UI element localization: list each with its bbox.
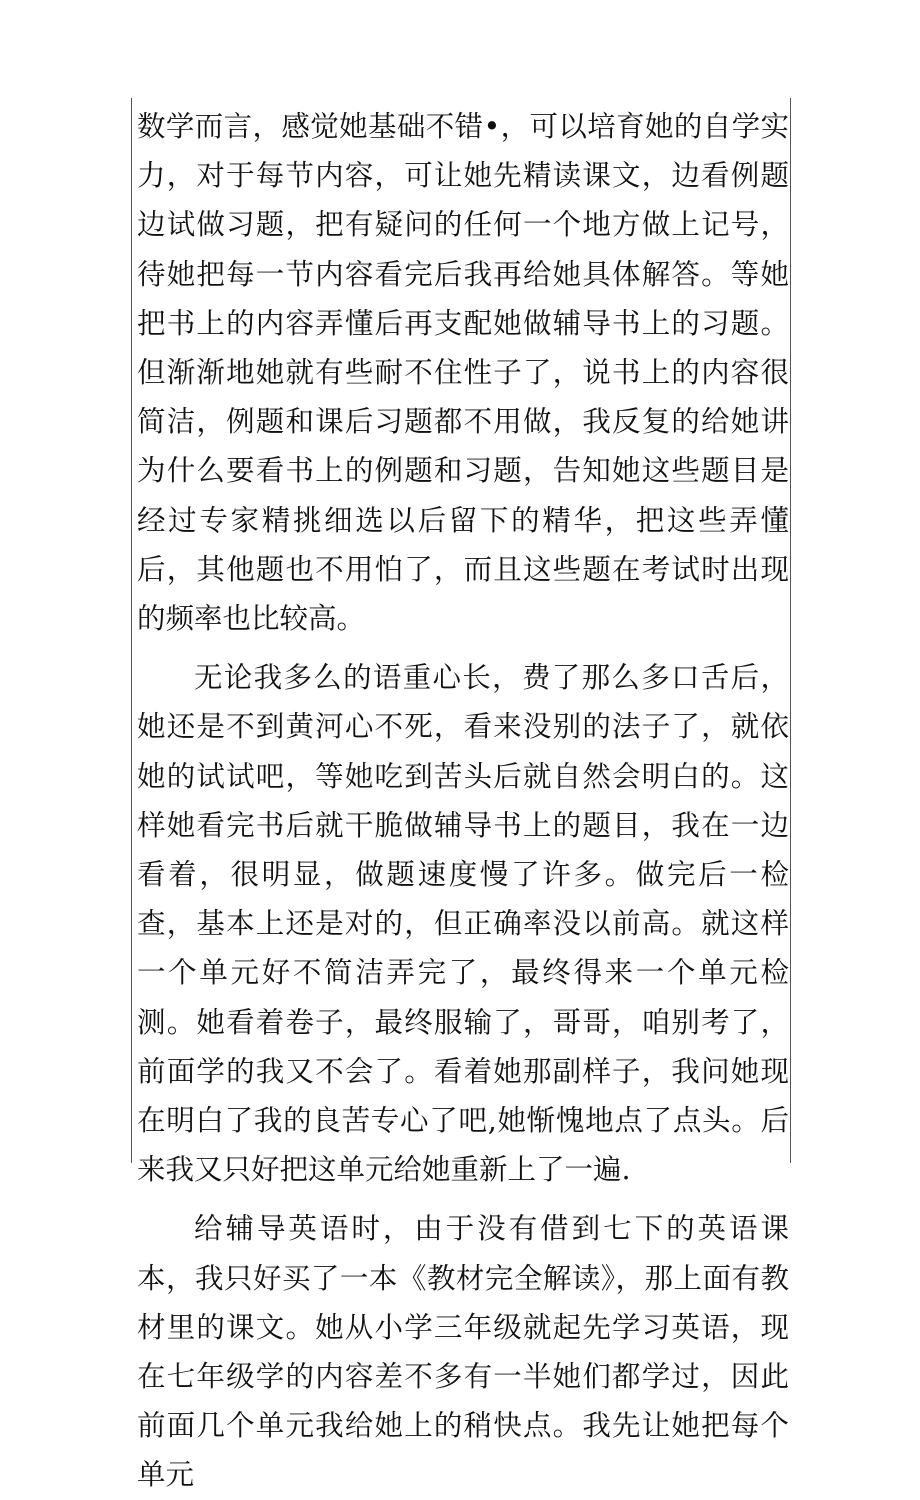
paragraph-1: 数学而言，感觉她基础不错•，可以培育她的自学实力，对于每节内容，可让她先精读课文，边看例题边试做习题，把有疑问的任何一个地方做上记号，待她把每一节内容看完后我再给她具体解答。等她把书上的内容弄懂后再支配她做辅导书上的习题。但渐渐地她就有些耐不住性子了，说书上的内容很简洁，例题和课后习题都不用做，我反复的给她讲为什么要看书上的例题和习题，告知她这些题目是经过专家精挑细选以后留下的精华，把这些弄懂后，其他题也不用怕了，而且这些题在考试时出现的频率也比较高。 (137, 110, 789, 636)
paragraph-3: 给辅导英语时，由于没有借到七下的英语课本，我只好买了一本《教材完全解读》，那上面有教材里的课文。她从小学三年级就起先学习英语，现在七年级学的内容差不多有一半她们都学过，因此前面几个单元我给她上的稍快点。我先让她把每个单元 (137, 1212, 789, 1492)
table-border-right (790, 98, 791, 1163)
table-border-left (131, 98, 132, 1163)
body-text (137, 102, 789, 1500)
paragraph-2: 无论我多么的语重心长，费了那么多口舌后，她还是不到黄河心不死，看来没别的法子了，就依她的试试吧，等她吃到苦头后就自然会明白的。这样她看完书后就干脆做辅导书上的题目，我在一边看着，很明显，做题速度慢了许多。做完后一检查，基本上还是对的，但正确率没以前高。就这样一个单元好不简洁弄完了，最终得来一个单元检测。她看着卷子，最终服输了，哥哥，咱别考了，前面学的我又不会了。看着她那副样子，我问她现在明白了我的良苦专心了吧,她惭愧地点了点头。后来我又只好把这单元给她重新上了一遍. (137, 661, 789, 1187)
